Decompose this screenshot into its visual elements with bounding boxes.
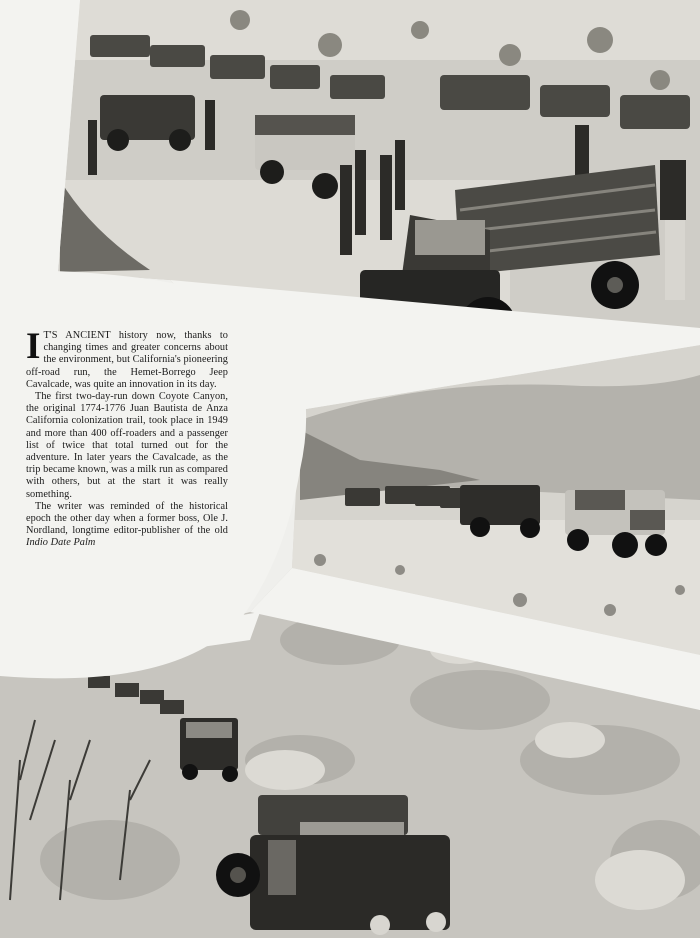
publication-name: Indio Date Palm [26,537,96,549]
paragraph-2: The first two-day-run down Coyote Canyon, the original 1774-1776 Juan Bautista de Anza California colonization trail, took place in 1949 and more than 400 off-roaders and a passenger list of twice that total turned out for the adventure. In later years the Cavalcade, as the trip became known, was a milk run as compared with others, but at the start it was really something. [26,391,228,500]
paragraph-3-text: The writer was reminded of the historical epoch the other day when a former boss, Ole J. Nordland, longtime editor-publisher of the old [26,500,228,537]
paragraph-1 [26,326,228,391]
paragraph-1-text: T'S ANCIENT history now, thanks to changing times and greater concerns about the environment, but California's pioneering off-road run, the Hemet-Borrego Jeep Cavalcade, was quite an innovation in its day. [26,330,228,390]
paragraph-3 [26,501,228,550]
convoy-jeep-lead [565,490,667,558]
article-text [26,326,228,550]
drop-cap: I [26,326,41,367]
